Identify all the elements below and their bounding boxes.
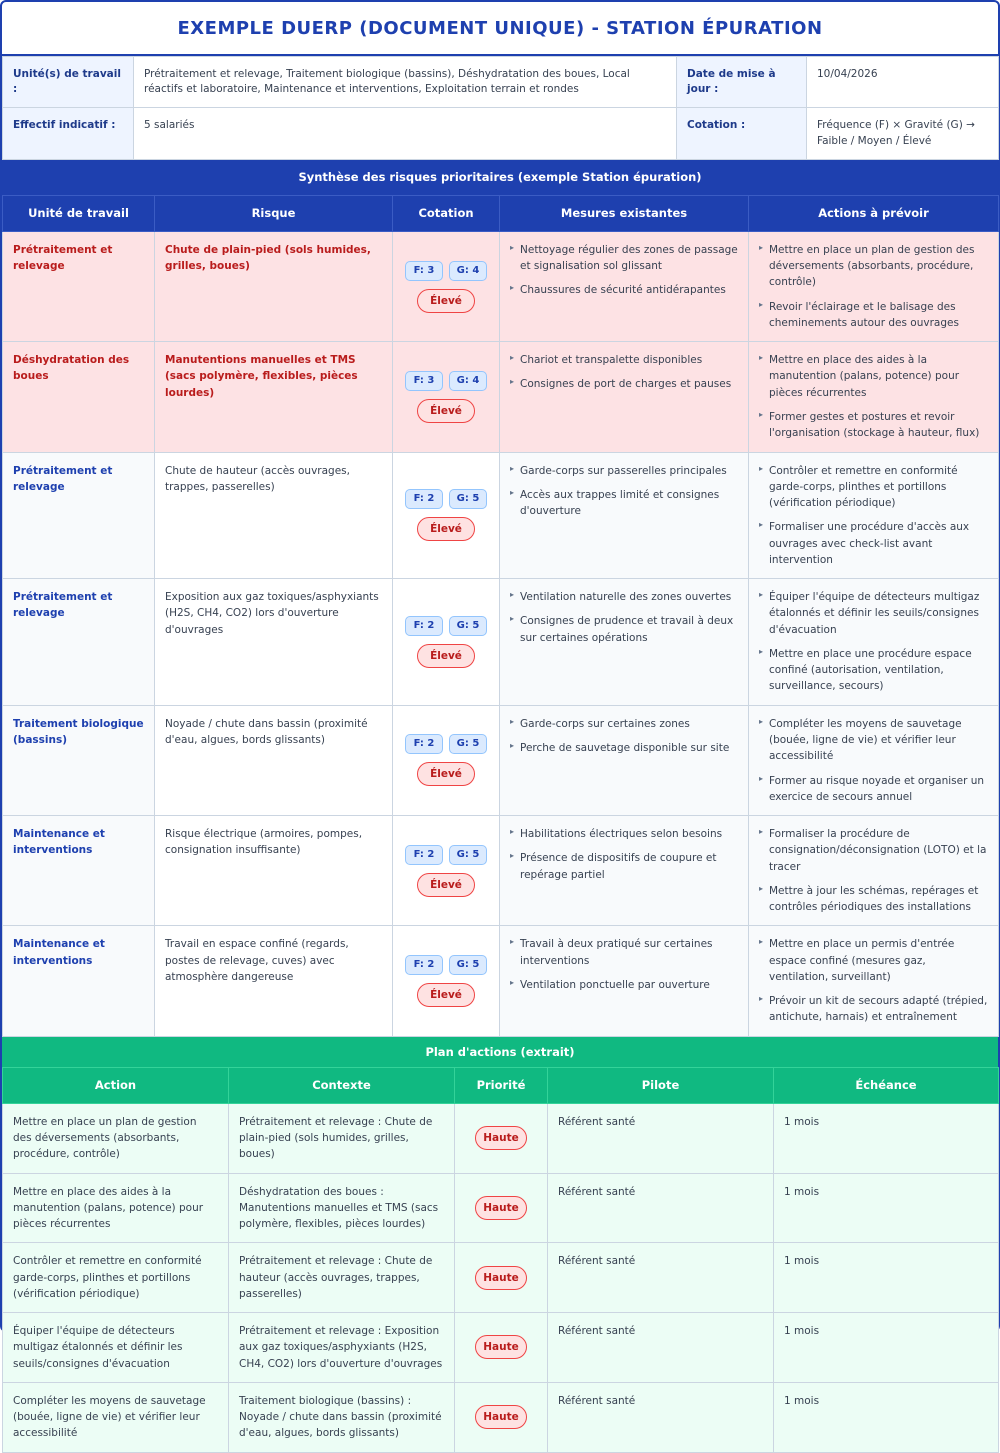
plan-priority-cell [455, 1173, 548, 1243]
plan-row [3, 1382, 999, 1452]
planned-actions-cell [749, 231, 999, 341]
existing-measures-list [510, 352, 738, 393]
risk-table [2, 195, 999, 1037]
plan-context: Prétraitement et relevage : Chute de plain-pied (sols humides, grilles, boues) [229, 1103, 455, 1173]
risk-unit: Maintenance et interventions [3, 816, 155, 926]
plan-row [3, 1243, 999, 1313]
frequency-badge: F: 3 [405, 371, 443, 391]
planned-action-item: ▸ Mettre en place une procédure espace confiné (autorisation, ventilation, surveillance, secours) [759, 646, 988, 695]
cotation-value: Fréquence (F) × Gravité (G) → Faible / Moyen / Élevé [807, 108, 999, 159]
existing-measures-list [510, 242, 738, 299]
planned-actions-list [759, 589, 988, 695]
existing-measure-item: ▸ Ventilation ponctuelle par ouverture [510, 977, 738, 993]
risk-row [3, 816, 999, 926]
risk-description: Travail en espace confiné (regards, postes de relevage, cuves) avec atmosphère dangereuse [155, 926, 393, 1036]
plan-context: Traitement biologique (bassins) : Noyade / chute dans bassin (proximité d'eau, algues, bords glissants) [229, 1382, 455, 1452]
risk-description: Chute de hauteur (accès ouvrages, trappes, passerelles) [155, 452, 393, 579]
planned-actions-cell [749, 705, 999, 815]
frequency-badge: F: 2 [405, 845, 443, 865]
risk-cotation-cell [393, 816, 500, 926]
plan-deadline: 1 mois [774, 1173, 999, 1243]
existing-measure-item: ▸ Ventilation naturelle des zones ouvertes [510, 589, 738, 605]
plan-action: Compléter les moyens de sauvetage (bouée, ligne de vie) et vérifier leur accessibilité [3, 1382, 229, 1452]
existing-measure-item: ▸ Présence de dispositifs de coupure et repérage partiel [510, 850, 738, 883]
risk-cotation-cell [393, 705, 500, 815]
risk-unit: Prétraitement et relevage [3, 452, 155, 579]
plan-priority-cell [455, 1382, 548, 1452]
date-value: 10/04/2026 [807, 57, 999, 108]
existing-measures-cell [500, 816, 749, 926]
date-label: Date de mise à jour : [677, 57, 807, 108]
existing-measure-item: ▸ Consignes de port de charges et pauses [510, 376, 738, 392]
planned-action-item: ▸ Mettre en place des aides à la manutention (palans, potence) pour pièces récurrentes [759, 352, 988, 401]
risk-description: Risque électrique (armoires, pompes, consignation insuffisante) [155, 816, 393, 926]
risk-row [3, 231, 999, 341]
plan-table [2, 1067, 999, 1453]
existing-measures-cell [500, 452, 749, 579]
planned-actions-list [759, 716, 988, 805]
risk-level-badge: Élevé [417, 399, 475, 423]
plan-context: Déshydratation des boues : Manutentions manuelles et TMS (sacs polymère, flexibles, pièces lourdes) [229, 1173, 455, 1243]
risk-header-actions: Actions à prévoir [749, 195, 999, 231]
priority-badge: Haute [475, 1405, 527, 1429]
planned-actions-cell [749, 926, 999, 1036]
risk-level-badge: Élevé [417, 289, 475, 313]
plan-pilot: Référent santé [548, 1382, 774, 1452]
gravity-badge: G: 5 [449, 955, 487, 975]
risk-cotation-cell [393, 452, 500, 579]
existing-measure-item: ▸ Accès aux trappes limité et consignes d'ouverture [510, 487, 738, 520]
risk-row [3, 579, 999, 706]
priority-badge: Haute [475, 1126, 527, 1150]
plan-header-deadline: Échéance [774, 1067, 999, 1103]
planned-action-item: ▸ Formaliser une procédure d'accès aux ouvrages avec check-list avant intervention [759, 519, 988, 568]
risk-level-badge: Élevé [417, 762, 475, 786]
existing-measures-cell [500, 342, 749, 452]
risk-unit: Déshydratation des boues [3, 342, 155, 452]
planned-actions-list [759, 352, 988, 441]
plan-header-context: Contexte [229, 1067, 455, 1103]
info-table [2, 56, 999, 160]
risk-row [3, 705, 999, 815]
cotation-chips [399, 845, 493, 865]
plan-deadline: 1 mois [774, 1103, 999, 1173]
gravity-badge: G: 4 [449, 371, 487, 391]
risk-cotation-cell [393, 342, 500, 452]
frequency-badge: F: 2 [405, 489, 443, 509]
planned-actions-list [759, 242, 988, 331]
plan-header-priority: Priorité [455, 1067, 548, 1103]
plan-context: Prétraitement et relevage : Exposition aux gaz toxiques/asphyxiants (H2S, CH4, CO2) lors d'ouverture d'ouvrages [229, 1313, 455, 1383]
planned-action-item: ▸ Mettre en place un permis d'entrée espace confiné (mesures gaz, ventilation, surveillant) [759, 936, 988, 985]
risk-table-body [3, 231, 999, 1036]
plan-deadline: 1 mois [774, 1382, 999, 1452]
frequency-badge: F: 2 [405, 616, 443, 636]
gravity-badge: G: 5 [449, 734, 487, 754]
planned-action-item: ▸ Prévoir un kit de secours adapté (trépied, antichute, harnais) et entraînement [759, 993, 988, 1026]
planned-action-item: ▸ Former gestes et postures et revoir l'organisation (stockage à hauteur, flux) [759, 409, 988, 442]
frequency-badge: F: 3 [405, 261, 443, 281]
plan-action: Mettre en place un plan de gestion des déversements (absorbants, procédure, contrôle) [3, 1103, 229, 1173]
risk-header-existing: Mesures existantes [500, 195, 749, 231]
frequency-badge: F: 2 [405, 734, 443, 754]
existing-measures-list [510, 716, 738, 757]
plan-pilot: Référent santé [548, 1103, 774, 1173]
plan-section-title: Plan d'actions (extrait) [2, 1037, 998, 1067]
cotation-chips [399, 734, 493, 754]
plan-context: Prétraitement et relevage : Chute de hauteur (accès ouvrages, trappes, passerelles) [229, 1243, 455, 1313]
gravity-badge: G: 5 [449, 845, 487, 865]
planned-actions-cell [749, 452, 999, 579]
plan-priority-cell [455, 1103, 548, 1173]
existing-measures-cell [500, 231, 749, 341]
existing-measures-list [510, 826, 738, 883]
plan-action: Équiper l'équipe de détecteurs multigaz étalonnés et définir les seuils/consignes d'évacuation [3, 1313, 229, 1383]
frequency-badge: F: 2 [405, 955, 443, 975]
existing-measure-item: ▸ Habilitations électriques selon besoins [510, 826, 738, 842]
priority-badge: Haute [475, 1335, 527, 1359]
plan-deadline: 1 mois [774, 1313, 999, 1383]
plan-row [3, 1103, 999, 1173]
risk-level-badge: Élevé [417, 873, 475, 897]
units-label: Unité(s) de travail : [3, 57, 134, 108]
planned-action-item: ▸ Compléter les moyens de sauvetage (bouée, ligne de vie) et vérifier leur accessibilité [759, 716, 988, 765]
existing-measure-item: ▸ Chaussures de sécurité antidérapantes [510, 282, 738, 298]
planned-actions-list [759, 936, 988, 1025]
planned-action-item: ▸ Formaliser la procédure de consignation/déconsignation (LOTO) et la tracer [759, 826, 988, 875]
plan-action: Mettre en place des aides à la manutention (palans, potence) pour pièces récurrentes [3, 1173, 229, 1243]
plan-header-action: Action [3, 1067, 229, 1103]
risk-cotation-cell [393, 231, 500, 341]
risk-header-unit: Unité de travail [3, 195, 155, 231]
plan-row [3, 1173, 999, 1243]
planned-action-item: ▸ Former au risque noyade et organiser un exercice de secours annuel [759, 773, 988, 806]
risk-section-title: Synthèse des risques prioritaires (exemple Station épuration) [2, 160, 998, 195]
planned-actions-list [759, 826, 988, 915]
risk-unit: Prétraitement et relevage [3, 579, 155, 706]
risk-description: Noyade / chute dans bassin (proximité d'eau, algues, bords glissants) [155, 705, 393, 815]
cotation-chips [399, 371, 493, 391]
planned-actions-cell [749, 342, 999, 452]
risk-row [3, 452, 999, 579]
risk-level-badge: Élevé [417, 644, 475, 668]
existing-measures-cell [500, 579, 749, 706]
priority-badge: Haute [475, 1266, 527, 1290]
planned-action-item: ▸ Équiper l'équipe de détecteurs multigaz étalonnés et définir les seuils/consignes d'évacuation [759, 589, 988, 638]
cotation-chips [399, 616, 493, 636]
cotation-label: Cotation : [677, 108, 807, 159]
plan-header-pilot: Pilote [548, 1067, 774, 1103]
existing-measure-item: ▸ Nettoyage régulier des zones de passage et signalisation sol glissant [510, 242, 738, 275]
planned-action-item: ▸ Contrôler et remettre en conformité garde-corps, plinthes et portillons (vérification périodique) [759, 463, 988, 512]
priority-badge: Haute [475, 1196, 527, 1220]
planned-actions-list [759, 463, 988, 569]
risk-unit: Maintenance et interventions [3, 926, 155, 1036]
cotation-chips [399, 955, 493, 975]
planned-action-item: ▸ Mettre en place un plan de gestion des déversements (absorbants, procédure, contrôle) [759, 242, 988, 291]
planned-action-item: ▸ Mettre à jour les schémas, repérages et contrôles périodiques des installations [759, 883, 988, 916]
plan-pilot: Référent santé [548, 1313, 774, 1383]
existing-measure-item: ▸ Consignes de prudence et travail à deux sur certaines opérations [510, 613, 738, 646]
plan-action: Contrôler et remettre en conformité garde-corps, plinthes et portillons (vérification périodique) [3, 1243, 229, 1313]
planned-action-item: ▸ Revoir l'éclairage et le balisage des cheminements autour des ouvrages [759, 299, 988, 332]
existing-measure-item: ▸ Garde-corps sur passerelles principales [510, 463, 738, 479]
existing-measures-list [510, 589, 738, 646]
risk-unit: Traitement biologique (bassins) [3, 705, 155, 815]
plan-deadline: 1 mois [774, 1243, 999, 1313]
effectif-label: Effectif indicatif : [3, 108, 134, 159]
plan-pilot: Référent santé [548, 1173, 774, 1243]
existing-measures-list [510, 463, 738, 520]
risk-level-badge: Élevé [417, 517, 475, 541]
plan-priority-cell [455, 1313, 548, 1383]
risk-header-cotation: Cotation [393, 195, 500, 231]
plan-table-body [3, 1103, 999, 1452]
gravity-badge: G: 4 [449, 261, 487, 281]
planned-actions-cell [749, 816, 999, 926]
risk-row [3, 342, 999, 452]
risk-header-risk: Risque [155, 195, 393, 231]
gravity-badge: G: 5 [449, 616, 487, 636]
risk-description: Manutentions manuelles et TMS (sacs polymère, flexibles, pièces lourdes) [155, 342, 393, 452]
existing-measures-list [510, 936, 738, 993]
risk-row [3, 926, 999, 1036]
existing-measure-item: ▸ Chariot et transpalette disponibles [510, 352, 738, 368]
units-value: Prétraitement et relevage, Traitement biologique (bassins), Déshydratation des boues, Local réactifs et laboratoire, Maintenance et interventions, Exploitation terrain et rondes [134, 57, 677, 108]
planned-actions-cell [749, 579, 999, 706]
cotation-chips [399, 489, 493, 509]
effectif-value: 5 salariés [134, 108, 677, 159]
risk-cotation-cell [393, 579, 500, 706]
risk-description: Exposition aux gaz toxiques/asphyxiants (H2S, CH4, CO2) lors d'ouverture d'ouvrages [155, 579, 393, 706]
plan-pilot: Référent santé [548, 1243, 774, 1313]
gravity-badge: G: 5 [449, 489, 487, 509]
risk-description: Chute de plain-pied (sols humides, grilles, boues) [155, 231, 393, 341]
document-title: EXEMPLE DUERP (DOCUMENT UNIQUE) - STATION ÉPURATION [2, 2, 998, 56]
cotation-chips [399, 261, 493, 281]
existing-measure-item: ▸ Travail à deux pratiqué sur certaines interventions [510, 936, 738, 969]
existing-measure-item: ▸ Perche de sauvetage disponible sur site [510, 740, 738, 756]
existing-measure-item: ▸ Garde-corps sur certaines zones [510, 716, 738, 732]
risk-cotation-cell [393, 926, 500, 1036]
existing-measures-cell [500, 705, 749, 815]
risk-level-badge: Élevé [417, 983, 475, 1007]
risk-unit: Prétraitement et relevage [3, 231, 155, 341]
plan-priority-cell [455, 1243, 548, 1313]
plan-row [3, 1313, 999, 1383]
existing-measures-cell [500, 926, 749, 1036]
